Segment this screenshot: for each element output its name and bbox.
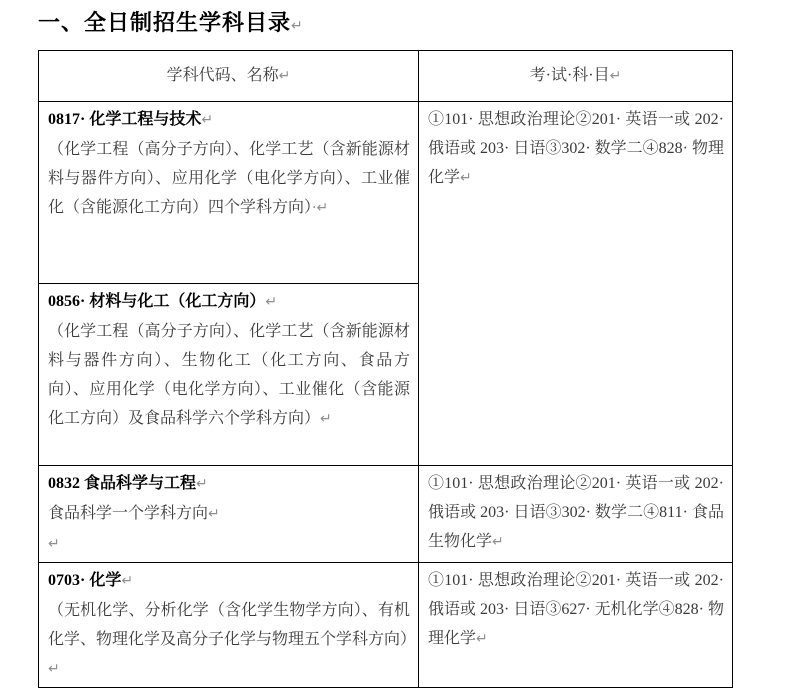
discipline-code-line <box>48 105 410 135</box>
table-row-0832 <box>39 466 733 563</box>
paragraph-mark-icon: ↵ <box>265 294 278 310</box>
paragraph-mark-icon: ↵ <box>278 68 291 84</box>
discipline-directions <box>48 499 410 529</box>
directions-text: （无机化学、分析化学（含化学生物学方向）、有机化学、物理化学及高分子化学与物理五个学科方向） <box>48 602 417 648</box>
cell-exam-subjects-0703 <box>419 563 733 688</box>
discipline-code-text: 0817· 化学工程与技术 <box>48 111 202 128</box>
exam-subjects-text: ①101· 思想政治理论②201· 英语一或 202· 俄语或 203· 日语③302· 数学二④828· 物理化学 <box>428 111 724 186</box>
exam-subjects <box>428 469 724 557</box>
paragraph-mark-icon: ↵ <box>476 631 488 647</box>
cell-discipline-0703 <box>39 563 419 688</box>
directions-text: 食品科学一个学科方向 <box>48 505 209 522</box>
paragraph-mark-icon: ↵ <box>316 200 329 216</box>
paragraph-mark-icon: ↵ <box>48 536 60 552</box>
discipline-code-text: 0832 食品科学与工程 <box>48 475 197 492</box>
paragraph-mark-icon: ↵ <box>492 534 504 550</box>
cell-exam-subjects-0832 <box>419 466 733 563</box>
paragraph-mark-icon: ↵ <box>320 411 332 427</box>
discipline-code-text: 0703· 化学 <box>48 572 122 589</box>
discipline-catalog-table <box>38 50 733 688</box>
table-header-row <box>39 51 733 102</box>
discipline-code-text: 0856· 材料与化工（化工方向） <box>48 293 266 310</box>
header-cell-exam-subjects <box>419 51 733 102</box>
page-title-text: 一、全日制招生学科目录 <box>38 10 292 35</box>
cell-exam-subjects-0817-0856 <box>419 102 733 466</box>
cell-discipline-0856 <box>39 284 419 466</box>
page-title <box>38 6 304 37</box>
paragraph-mark-icon: ↵ <box>121 573 134 589</box>
discipline-directions <box>48 135 410 223</box>
directions-text: （化学工程（高分子方向）、化学工艺（含新能源材料与器件方向）、应用化学（电化学方向）、工业催化（含能源化工方向）四个学科方向） <box>48 141 410 216</box>
paragraph-mark-icon: ↵ <box>208 506 220 522</box>
exam-subjects <box>428 105 724 193</box>
discipline-code-line <box>48 287 410 317</box>
paragraph-mark-icon: ↵ <box>196 476 208 492</box>
discipline-code-line <box>48 469 410 499</box>
directions-text: （化学工程（高分子方向）、化学工艺（含新能源材料与器件方向）、生物化工（化工方向、食品方向）、应用化学（电化学方向）、工业催化（含能源化工方向）及食品科学六个学科方向） <box>48 323 410 427</box>
header-label: 考·试·科·目 <box>529 67 610 84</box>
discipline-directions <box>48 317 410 434</box>
empty-paragraph <box>48 529 410 559</box>
paragraph-mark-icon: ↵ <box>291 18 304 34</box>
discipline-directions <box>48 596 417 684</box>
exam-subjects <box>428 566 724 654</box>
space-mark-icon: · <box>312 200 317 216</box>
exam-subjects-text: ①101· 思想政治理论②201· 英语一或 202· 俄语或 203· 日语③627· 无机化学④828· 物理化学 <box>428 572 724 647</box>
paragraph-mark-icon: ↵ <box>460 170 472 186</box>
header-cell-discipline-code-name <box>39 51 419 102</box>
discipline-code-line <box>48 566 410 596</box>
header-label: 学科代码、名称 <box>166 67 279 84</box>
cell-discipline-0817 <box>39 102 419 284</box>
table-row-0817 <box>39 102 733 284</box>
paragraph-mark-icon: ↵ <box>609 68 622 84</box>
cell-discipline-0832 <box>39 466 419 563</box>
paragraph-mark-icon: ↵ <box>48 661 60 677</box>
paragraph-mark-icon: ↵ <box>201 112 214 128</box>
table-row-0703 <box>39 563 733 688</box>
exam-subjects-text: ①101· 思想政治理论②201· 英语一或 202· 俄语或 203· 日语③302· 数学二④811· 食品生物化学 <box>428 475 724 550</box>
